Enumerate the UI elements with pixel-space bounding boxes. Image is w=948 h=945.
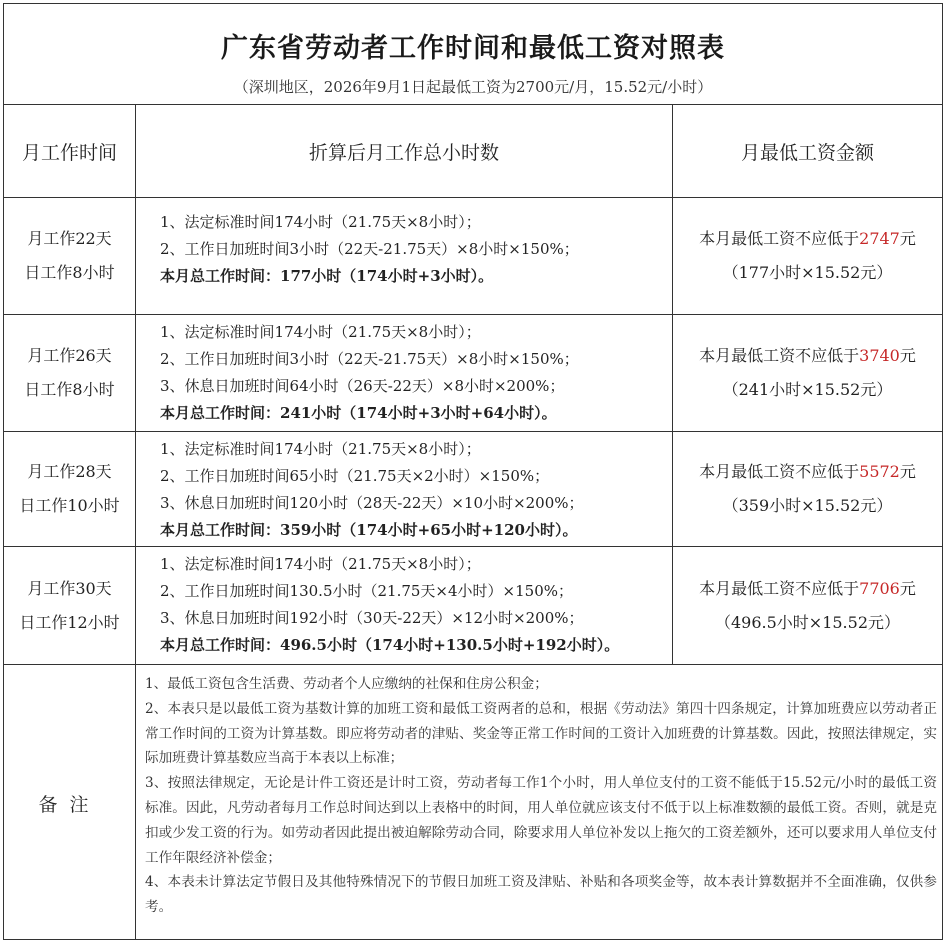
wage-calculation: （359小时×15.52元） (722, 496, 893, 515)
row-hours-breakdown (160, 319, 670, 427)
note-item: 4、本表未计算法定节假日及其他特殊情况下的节假日加班工资及津贴、补贴和各项奖金等，故本表计算数据并不全面准确，仅供参考。 (145, 874, 937, 916)
notes-label: 备注 (38, 794, 101, 816)
wage-amount: 7706 (859, 578, 900, 598)
hours-total: 本月总工作时间：177小时（174小时+3小时）。 (160, 267, 494, 285)
hours-line: 3、休息日加班时间120小时（28天-22天）×10小时×200%； (160, 494, 584, 512)
hours-line: 3、休息日加班时间192小时（30天-22天）×12小时×200%； (160, 609, 584, 627)
row-work-schedule (4, 432, 135, 546)
row-work-schedule (4, 547, 135, 664)
wage-calculation: （241小时×15.52元） (722, 380, 893, 399)
hours-line: 1、法定标准时间174小时（21.75天×8小时）； (160, 555, 481, 573)
row-wage (673, 198, 942, 314)
wage-calculation: （496.5小时×15.52元） (714, 612, 901, 632)
row-wage (673, 315, 942, 431)
hours-line: 3、休息日加班时间64小时（26天-22天）×8小时×200%； (160, 377, 565, 395)
hours-line: 2、工作日加班时间65小时（21.75天×2小时）×150%； (160, 467, 550, 485)
note-item: 2、本表只是以最低工资为基数计算的加班工资和最低工资两者的总和，根据《劳动法》第四十四条规定，计算加班费应以劳动者正常工作时间的工资为计算基数。即应将劳动者的津贴、奖金等正常工作时间的工资计入加班费的计算基数。因此，按照法律规定，实际加班费计算基数应当高于本表以上标准； (145, 700, 937, 767)
title-box (4, 4, 942, 105)
row-wage (673, 547, 942, 664)
row-hours-breakdown (160, 551, 670, 659)
wage-amount: 5572 (859, 462, 900, 481)
wage-line (699, 339, 916, 373)
divider (4, 664, 942, 665)
work-hours-per-day: 日工作8小时 (24, 380, 115, 399)
hours-line: 2、工作日加班时间3小时（22天-21.75天）×8小时×150%； (160, 240, 579, 258)
work-hours-per-day: 日工作12小时 (19, 612, 120, 632)
hours-total: 本月总工作时间：241小时（174小时+3小时+64小时）。 (160, 404, 557, 422)
work-days: 月工作28天 (27, 462, 112, 481)
wage-prefix: 本月最低工资不应低于 (699, 229, 860, 248)
work-days: 月工作22天 (27, 229, 112, 248)
wage-prefix: 本月最低工资不应低于 (699, 346, 860, 365)
header-min-wage: 月最低工资金额 (740, 141, 874, 164)
wage-line (699, 222, 916, 256)
wage-line (699, 455, 916, 489)
wage-table (3, 3, 943, 940)
hours-line: 1、法定标准时间174小时（21.75天×8小时）； (160, 323, 481, 341)
wage-amount: 2747 (859, 229, 900, 248)
wage-prefix: 本月最低工资不应低于 (699, 578, 860, 598)
page-subtitle: （深圳地区，2026年9月1日起最低工资为2700元/月，15.52元/小时） (233, 78, 713, 96)
row-hours-breakdown (160, 209, 670, 290)
row-work-schedule (4, 315, 135, 431)
hours-total: 本月总工作时间：496.5小时（174小时+130.5小时+192小时）。 (160, 636, 620, 654)
wage-unit: 元 (899, 462, 916, 481)
wage-unit: 元 (899, 578, 916, 598)
wage-calculation: （177小时×15.52元） (722, 263, 893, 282)
page-title: 广东省劳动者工作时间和最低工资对照表 (221, 33, 725, 64)
hours-line: 2、工作日加班时间130.5小时（21.75天×4小时）×150%； (160, 582, 573, 600)
wage-amount: 3740 (859, 346, 900, 365)
row-work-schedule (4, 198, 135, 314)
header-total-hours: 折算后月工作总小时数 (308, 141, 499, 164)
divider (135, 104, 136, 940)
note-item: 1、最低工资包含生活费、劳动者个人应缴纳的社保和住房公积金； (145, 676, 548, 692)
work-days: 月工作26天 (27, 346, 112, 365)
row-hours-breakdown (160, 436, 670, 544)
hours-total: 本月总工作时间：359小时（174小时+65小时+120小时）。 (160, 521, 578, 539)
row-wage (673, 432, 942, 546)
work-hours-per-day: 日工作8小时 (24, 263, 115, 282)
work-days: 月工作30天 (27, 578, 112, 598)
wage-line (699, 572, 916, 606)
hours-line: 1、法定标准时间174小时（21.75天×8小时）； (160, 440, 481, 458)
wage-unit: 元 (899, 346, 916, 365)
wage-prefix: 本月最低工资不应低于 (699, 462, 860, 481)
hours-line: 1、法定标准时间174小时（21.75天×8小时）； (160, 213, 481, 231)
note-item: 3、按照法律规定，无论是计件工资还是计时工资，劳动者每工作1个小时，用人单位支付的工资不能低于15.52元/小时的最低工资标准。因此，凡劳动者每月工作总时间达到以上表格中的时间，用人单位就应该支付不低于以上标准数额的最低工资。否则，就是克扣或少发工资的行为。如劳动者因此提出被迫解除劳动合同，除要求用人单位补发以上拖欠的工资差额外，还可以要求用人单位支付工作年限经济补偿金； (145, 775, 937, 866)
notes (145, 672, 937, 920)
work-hours-per-day: 日工作10小时 (19, 496, 120, 515)
wage-unit: 元 (899, 229, 916, 248)
hours-line: 2、工作日加班时间3小时（22天-21.75天）×8小时×150%； (160, 350, 579, 368)
header-month-work-time: 月工作时间 (21, 141, 117, 164)
